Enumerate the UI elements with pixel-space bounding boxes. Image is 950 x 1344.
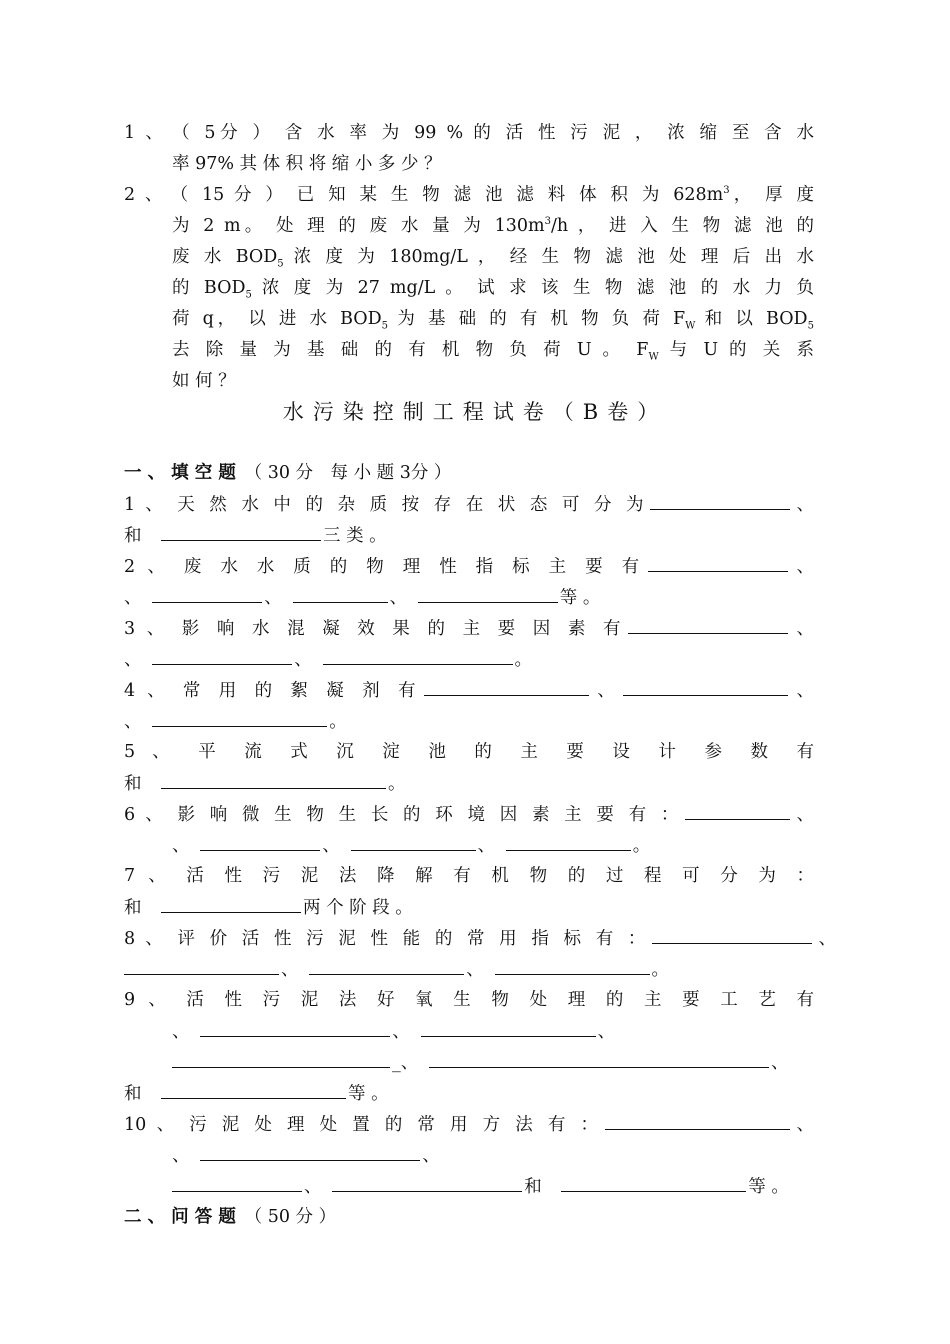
fill-item-7-line-1: 7 、 活 性 污 泥 法 降 解 有 机 物 的 过 程 可 分 为 ： — [124, 866, 814, 886]
calc-question-2-line-4: 的 $BOD_5$ 浓 度 为 27 mg/L 。 试 求 该 生 物 滤 池 的 水 力 负 — [172, 278, 814, 301]
fill-item-9-line-1: 9 、 活 性 污 泥 法 好 氧 生 物 处 理 的 主 要 工 艺 有 — [124, 990, 814, 1010]
answer-blank[interactable] — [648, 551, 788, 572]
answer-blank[interactable] — [293, 582, 388, 603]
fill-item-6-line-1: 6 、 影 响 微 生 物 生 长 的 环 境 因 素 主 要 有 ： 、 — [124, 799, 814, 829]
answer-blank[interactable] — [351, 830, 476, 851]
exam-title: 水污染控制工程试卷（B卷） — [282, 400, 668, 424]
section-2-heading: 二 、 问 答 题 （ 50 分 ） — [124, 1207, 337, 1227]
calc-question-2-line-2: 为 2 m。 处 理 的 废 水 量 为 $130m^3/h$ ， 进 入 生 物 滤 池 的 — [172, 216, 814, 236]
answer-blank[interactable] — [628, 613, 788, 634]
answer-blank[interactable] — [424, 675, 589, 696]
fill-item-9-line-4: 和 等 。 — [124, 1078, 814, 1108]
fill-item-4-line-1: 4 、 常 用 的 絮 凝 剂 有 、 、 — [124, 675, 814, 705]
fill-item-9-line-3: _、 、 — [172, 1047, 814, 1077]
calc-question-2-line-6: 去 除 量 为 基 础 的 有 机 物 负 荷 U 。 $F_W$ 与 U 的 关 系 — [172, 340, 814, 363]
fill-item-7-line-2: 和 两 个 阶 段 。 — [124, 892, 814, 922]
section-1-heading: 一 、 填 空 题 （ 30 分 每 小 题 3分 ） — [124, 463, 452, 483]
answer-blank[interactable] — [421, 1016, 596, 1037]
answer-blank[interactable] — [418, 582, 558, 603]
calc-question-2-line-3: 废 水 $BOD_5$ 浓 度 为 180mg/L ， 经 生 物 滤 池 处 理 后 出 水 — [172, 247, 814, 270]
fill-item-2-line-1: 2 、 废 水 水 质 的 物 理 性 指 标 主 要 有 、 — [124, 551, 814, 581]
answer-blank[interactable] — [650, 489, 790, 510]
answer-blank[interactable] — [495, 954, 650, 975]
calc-question-1-line-2: 率 97% 其 体 积 将 缩 小 多 少 ？ — [172, 154, 442, 174]
fill-item-2-line-2: 、 、 、 等 。 — [124, 582, 814, 612]
calc-question-2-line-1: 2 、 （ 15 分 ） 已 知 某 生 物 滤 池 滤 料 体 积 为 $628m^3$， 厚 度 — [124, 185, 814, 205]
fill-item-10-line-1: 10 、 污 泥 处 理 处 置 的 常 用 方 法 有 ： 、 — [124, 1109, 814, 1139]
answer-blank[interactable] — [309, 954, 464, 975]
fill-item-6-line-2: 、 、 、 。 — [172, 830, 814, 860]
answer-blank[interactable] — [652, 923, 812, 944]
fill-item-1-line-2: 和 三 类 。 — [124, 520, 814, 550]
calc-question-2-line-7: 如 何 ？ — [172, 371, 236, 391]
fill-item-5-line-1: 5 、 平 流 式 沉 淀 池 的 主 要 设 计 参 数 有 — [124, 742, 814, 762]
answer-blank[interactable] — [332, 1171, 522, 1192]
answer-blank[interactable] — [172, 1047, 390, 1068]
answer-blank[interactable] — [161, 768, 386, 789]
fill-item-8-line-2: 、 、 。 — [124, 954, 814, 984]
fill-item-1-line-1: 1 、 天 然 水 中 的 杂 质 按 存 在 状 态 可 分 为 、 — [124, 489, 814, 519]
fill-item-9-line-2: 、 、 、 — [172, 1016, 814, 1046]
fill-item-10-line-3: 、 和 等 。 — [172, 1171, 814, 1201]
fill-item-8-line-1: 8 、 评 价 活 性 污 泥 性 能 的 常 用 指 标 有 ： 、 — [124, 923, 836, 953]
calc-question-2-line-5: 荷 q， 以 进 水 $BOD_5$ 为 基 础 的 有 机 物 负 荷 $F_W$ 和 以 $BOD_5$ — [172, 309, 814, 332]
answer-blank[interactable] — [152, 706, 327, 727]
answer-blank[interactable] — [161, 892, 301, 913]
calc-question-1-line-1: 1 、 （ 5分 ） 含 水 率 为 99 % 的 活 性 污 泥 ， 浓 缩 至 含 水 — [124, 123, 814, 143]
answer-blank[interactable] — [152, 644, 292, 665]
answer-blank[interactable] — [323, 644, 513, 665]
fill-item-10-line-2: 、 、 — [172, 1140, 814, 1170]
answer-blank[interactable] — [506, 830, 631, 851]
answer-blank[interactable] — [172, 1171, 302, 1192]
answer-blank[interactable] — [429, 1047, 769, 1068]
answer-blank[interactable] — [200, 1016, 390, 1037]
answer-blank[interactable] — [605, 1109, 790, 1130]
answer-blank[interactable] — [200, 1140, 420, 1161]
answer-blank[interactable] — [161, 1078, 346, 1099]
answer-blank[interactable] — [200, 830, 320, 851]
fill-item-3-line-1: 3 、 影 响 水 混 凝 效 果 的 主 要 因 素 有 、 — [124, 613, 814, 643]
answer-blank[interactable] — [623, 675, 788, 696]
answer-blank[interactable] — [161, 520, 321, 541]
answer-blank[interactable] — [152, 582, 262, 603]
answer-blank[interactable] — [685, 799, 790, 820]
fill-item-4-line-2: 、 。 — [124, 706, 814, 736]
answer-blank[interactable] — [561, 1171, 746, 1192]
fill-item-5-line-2: 和 。 — [124, 768, 814, 798]
fill-item-3-line-2: 、 、 。 — [124, 644, 814, 674]
answer-blank[interactable] — [124, 954, 279, 975]
